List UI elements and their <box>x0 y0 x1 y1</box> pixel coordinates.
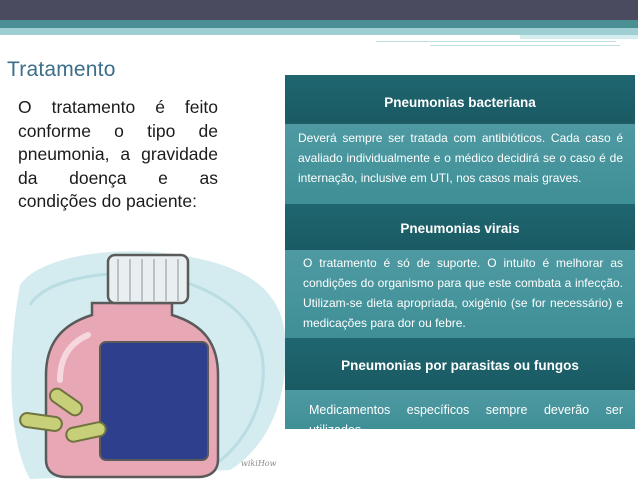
body-text: Medicamentos específicos sempre deverão ser utilizados. <box>309 403 623 437</box>
accent-stripe-light <box>0 28 638 35</box>
heading-text: Pneumonias virais <box>400 221 520 236</box>
heading-text: Pneumonias por parasitas ou fungos <box>341 358 579 373</box>
decorative-line <box>430 45 620 46</box>
section-heading-viral <box>285 204 635 250</box>
section-body-bacterial <box>285 124 635 204</box>
body-text: O tratamento é só de suporte. O intuito é melhorar as condições do organismo para que este combata a infecção. Utilizam-se dieta apropriada, oxigênio (se for necessário) e medicações para dor ou febre. <box>303 256 623 330</box>
accent-stripe-tab <box>520 35 638 39</box>
section-heading-parasites-fungi <box>285 338 635 390</box>
decorative-line <box>376 41 616 42</box>
slide-title: Tratamento <box>7 58 116 81</box>
medicine-bottle-illustration <box>0 245 290 479</box>
watermark-logo: wikiHow <box>241 459 277 468</box>
body-text: Deverá sempre ser tratada com antibióticos. Cada caso é avaliado individualmente e o médico decidirá se o caso é de internação, inclusive em UTI, nos casos mais graves. <box>298 131 623 185</box>
treatment-table <box>285 75 635 437</box>
section-body-parasites-fungi <box>285 390 635 437</box>
top-banner-bar <box>0 0 638 20</box>
accent-stripe <box>0 20 638 28</box>
heading-text: Pneumonias bacteriana <box>384 95 536 110</box>
section-body-viral <box>285 250 635 338</box>
section-heading-bacterial <box>285 75 635 122</box>
intro-paragraph: O tratamento é feito conforme o tipo de pneumonia, a gravidade da doença e as condições do paciente: <box>18 97 218 211</box>
